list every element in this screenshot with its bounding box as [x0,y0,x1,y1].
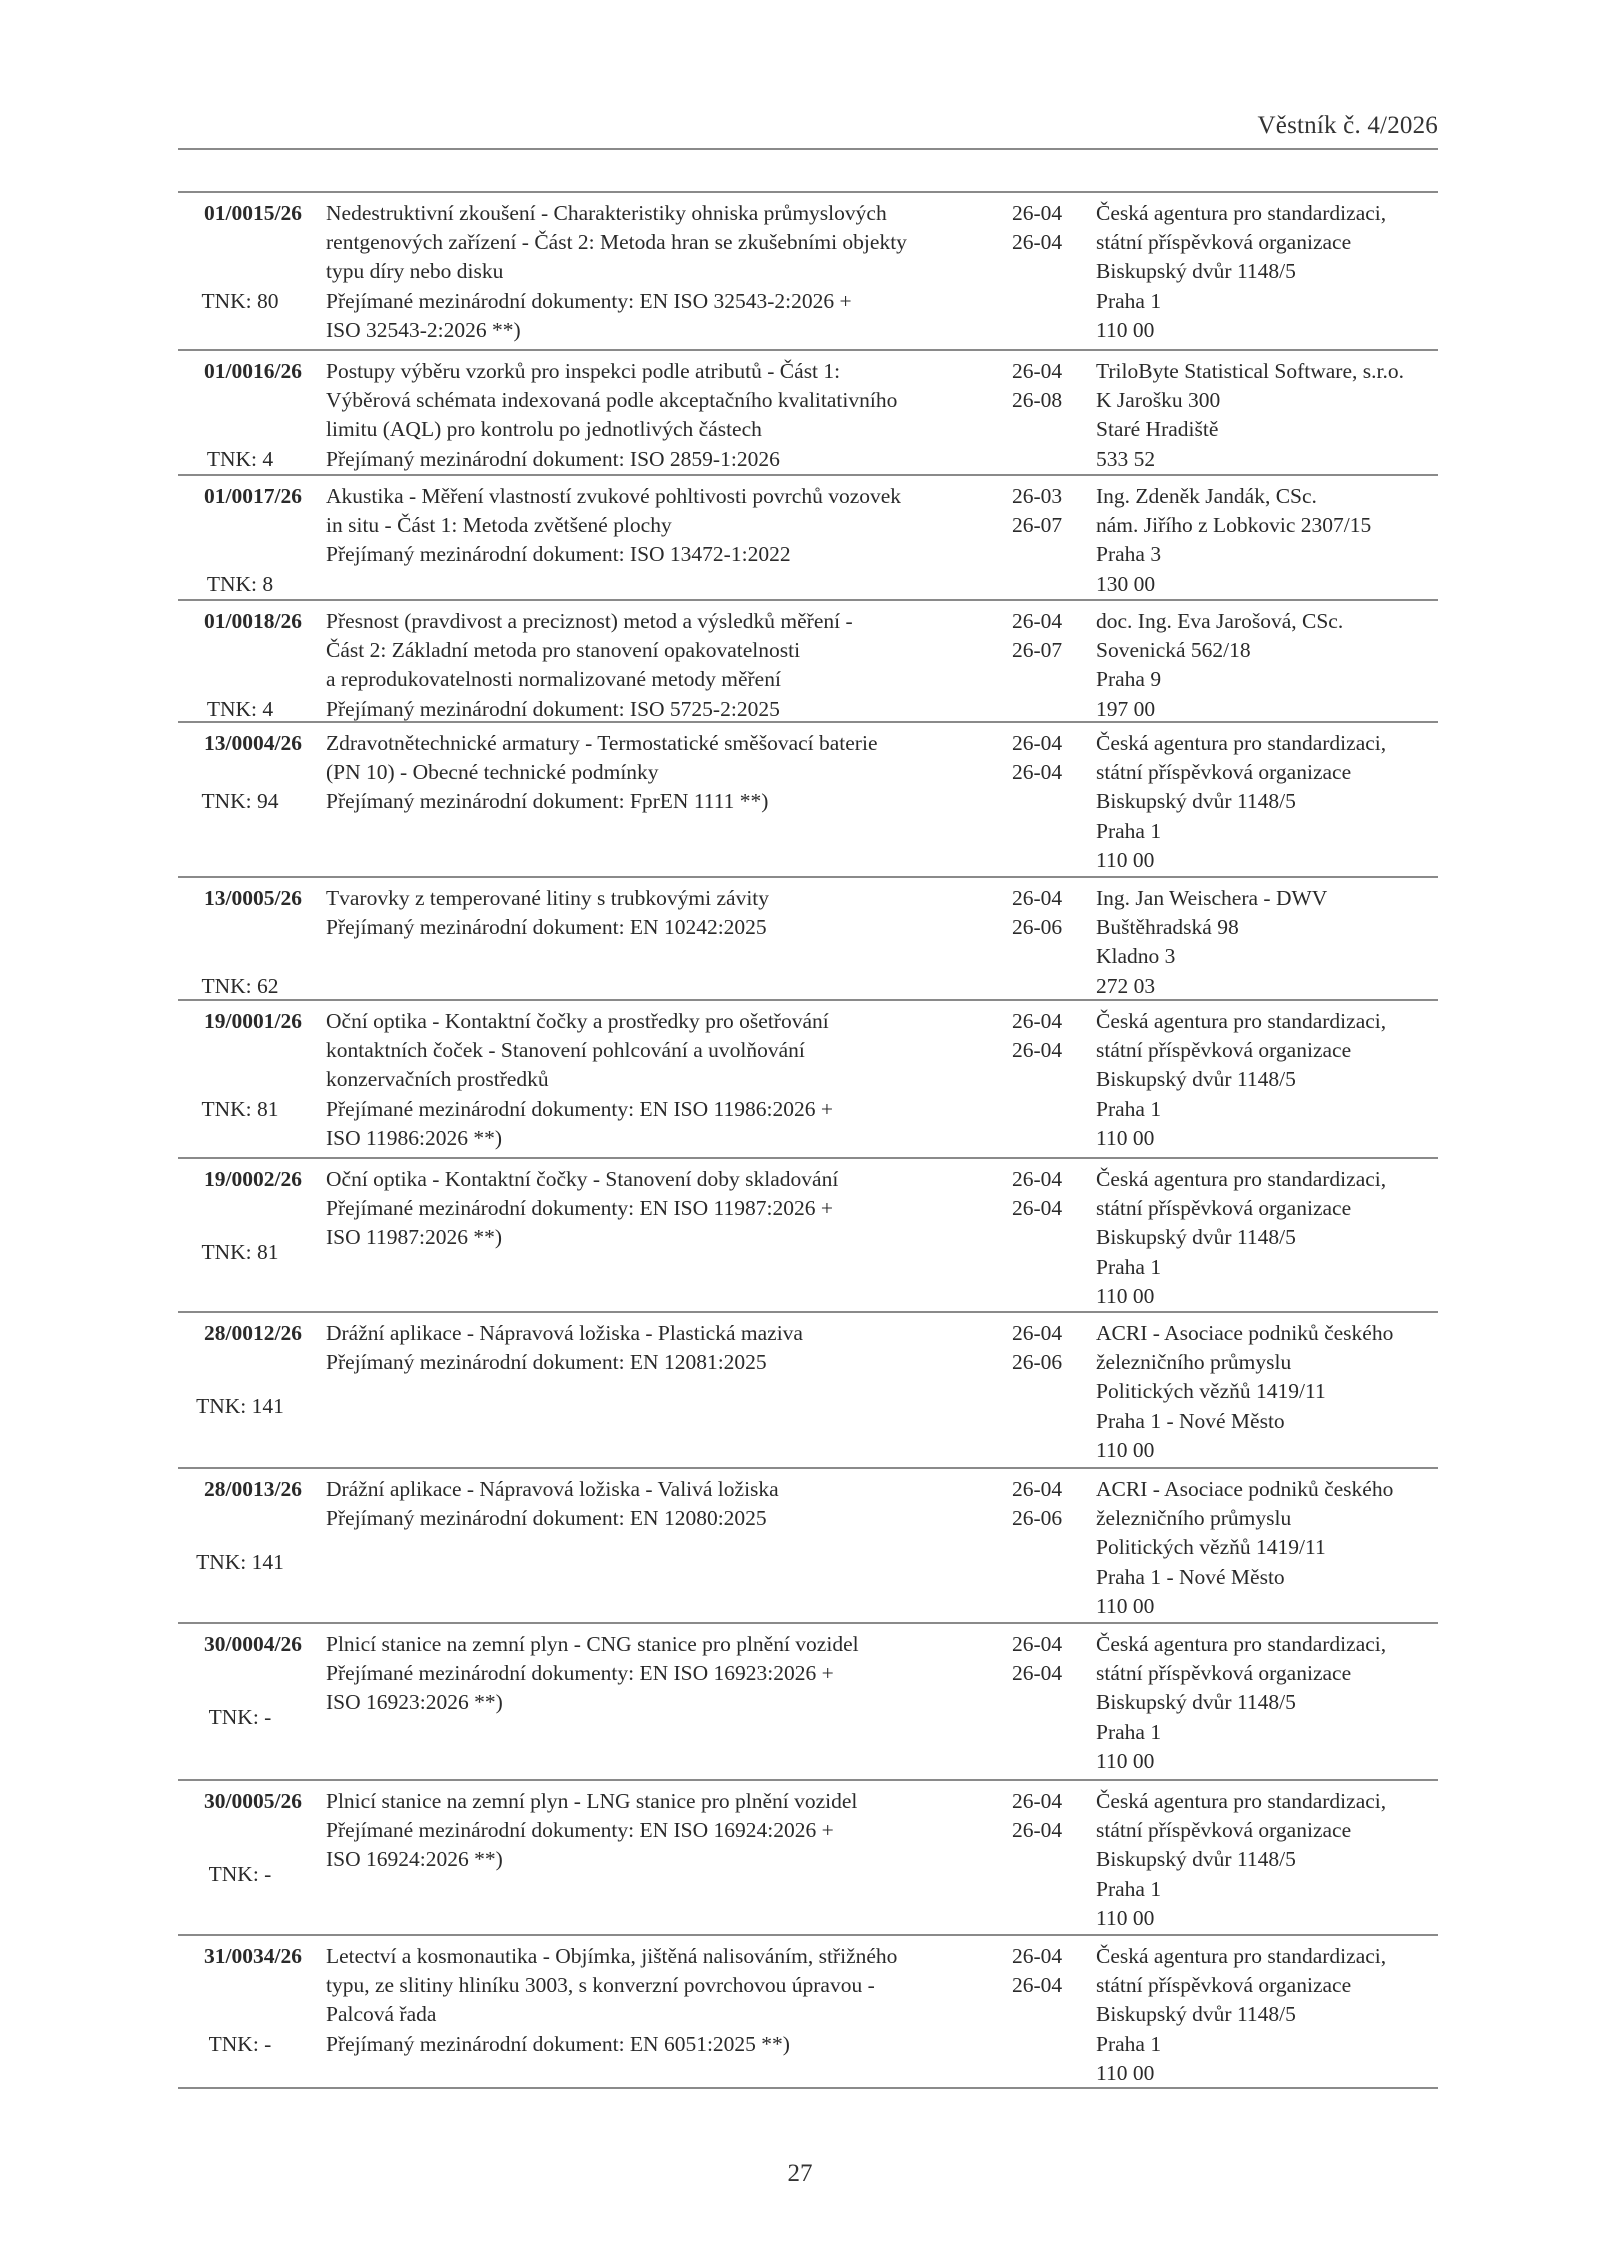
entry-tnk: TNK: - [208,1862,272,1886]
entry-code: 19/0001/26 [204,1009,302,1033]
entry-address-line: Sovenická 562/18 [1096,638,1251,663]
entry-description-line: Přejímaný mezinárodní dokument: FprEN 1111 **) [326,789,769,814]
entry-address-line: státní příspěvková organizace [1096,760,1352,785]
entry-code: 28/0012/26 [204,1321,302,1345]
entry-address-line: státní příspěvková organizace [1096,1661,1352,1686]
entry-description-line: Nedestruktivní zkoušení - Charakteristiky ohniska průmyslových [326,201,887,225]
entry-tnk: TNK: 81 [201,1240,279,1264]
entry-address-line: Česká agentura pro standardizaci, [1096,1009,1387,1033]
standard-entry [178,1779,1438,1934]
entry-address-line: ACRI - Asociace podniků českého [1096,1321,1394,1345]
entry-description-line: limitu (AQL) pro kontrolu po jednotlivých částech [326,417,762,442]
entry-dates [1012,607,1082,665]
entry-address-line: ACRI - Asociace podniků českého [1096,1477,1394,1501]
entry-description-line: Drážní aplikace - Nápravová ložiska - Plastická maziva [326,1321,803,1345]
entry-dates-line: 26-04 [1012,1038,1063,1063]
entry-description-line: ISO 16923:2026 **) [326,1690,503,1715]
entry-description [326,1475,1006,1533]
entry-description-line: ISO 11987:2026 **) [326,1225,502,1250]
entry-description-line: a reprodukovatelnosti normalizované metody měření [326,667,781,692]
entry-dates-line: 26-04 [1012,1818,1063,1843]
entry-code: 28/0013/26 [204,1477,302,1501]
entry-dates [1012,1165,1082,1223]
entry-address-line: 110 00 [1096,847,1155,872]
entry-dates [1012,199,1082,257]
entry-address-line: Praha 3 [1096,542,1162,567]
entry-dates [1012,1787,1082,1845]
entry-address-line: TriloByte Statistical Software, s.r.o. [1096,359,1404,383]
standard-entry [178,349,1438,474]
entry-tnk: TNK: 81 [201,1096,279,1121]
entry-description-line: Postupy výběru vzorků pro inspekci podle atributů - Část 1: [326,359,841,383]
entry-address-line: Biskupský dvůr 1148/5 [1096,259,1296,284]
entry-address [1096,357,1441,474]
entry-address-line: Praha 1 [1096,1254,1162,1279]
entry-code: 13/0004/26 [204,731,302,755]
entry-address-line: Biskupský dvůr 1148/5 [1096,1690,1296,1715]
entry-dates-line: 26-04 [1012,1477,1063,1501]
entry-description [326,482,1006,570]
page-number: 27 [787,2160,813,2187]
entry-dates-line: 26-06 [1012,1506,1063,1531]
entry-description-line: Přesnost (pravdivost a preciznost) metod a výsledků měření - [326,609,853,633]
entry-dates-line: 26-04 [1012,359,1063,383]
entry-address [1096,1475,1441,1621]
entry-code: 19/0002/26 [204,1167,302,1191]
standard-entry [178,474,1438,599]
entry-dates-line: 26-04 [1012,760,1063,785]
entry-description-line: Zdravotnětechnické armatury - Termostatické směšovací baterie [326,731,878,755]
entry-description [326,884,1006,942]
entry-description-line: ISO 11986:2026 **) [326,1125,502,1150]
entry-address-line: Biskupský dvůr 1148/5 [1096,1847,1296,1872]
entry-address-line: 110 00 [1096,1283,1155,1308]
entry-address-line: Česká agentura pro standardizaci, [1096,1789,1387,1813]
entry-description-line: kontaktních čoček - Stanovení pohlcování a uvolňování [326,1038,805,1063]
entry-dates [1012,1942,1082,2000]
entry-address-line: 110 00 [1096,2060,1155,2085]
entry-description-line: Výběrová schémata indexovaná podle akceptačního kvalitativního [326,388,898,413]
standards-list [178,191,1438,2089]
page-header [178,108,1438,150]
entry-address-line: 533 52 [1096,446,1156,471]
entry-dates [1012,1007,1082,1065]
entry-dates-line: 26-06 [1012,1350,1063,1375]
entry-code-column [178,729,302,814]
entry-dates-line: 26-07 [1012,513,1063,538]
standard-entry [178,721,1438,876]
entry-dates [1012,1475,1082,1533]
entry-description-line: Přejímaný mezinárodní dokument: EN 10242:2025 [326,915,767,940]
entry-code: 13/0005/26 [204,886,302,910]
entry-code-column [178,884,302,998]
entry-address [1096,884,1441,1001]
entry-address-line: Praha 1 [1096,1876,1162,1901]
entry-dates-line: 26-08 [1012,388,1063,413]
entry-address-line: Praha 1 - Nové Město [1096,1408,1285,1433]
entry-description-line: Přejímaný mezinárodní dokument: ISO 5725-2:2025 [326,696,780,721]
entry-description-line: Oční optika - Kontaktní čočky a prostředky pro ošetřování [326,1009,829,1033]
entry-address-line: 110 00 [1096,317,1155,342]
entry-dates-line: 26-04 [1012,886,1063,910]
entry-code-column [178,1942,302,2056]
entry-address [1096,1165,1441,1311]
entry-code-column [178,1475,302,1574]
entry-description [326,1007,1006,1153]
standard-entry [178,1311,1438,1467]
entry-code: 30/0004/26 [204,1632,302,1656]
entry-address-line: 272 03 [1096,973,1156,998]
entry-dates-line: 26-04 [1012,1661,1063,1686]
entry-description-line: ISO 32543-2:2026 **) [326,317,521,342]
entry-address-line: nám. Jiřího z Lobkovic 2307/15 [1096,513,1372,538]
standard-entry [178,599,1438,721]
entry-address-line: 110 00 [1096,1125,1155,1150]
entry-address-line: Biskupský dvůr 1148/5 [1096,789,1296,814]
entry-address-line: Buštěhradská 98 [1096,915,1239,940]
entry-address [1096,1007,1441,1153]
entry-description-line: Přejímané mezinárodní dokumenty: EN ISO 11987:2026 + [326,1196,833,1221]
entry-dates [1012,729,1082,787]
entry-description-line: Přejímané mezinárodní dokumenty: EN ISO 16923:2026 + [326,1661,834,1686]
entry-tnk: TNK: 80 [201,288,279,313]
entry-code-column [178,607,302,721]
entry-address-line: 197 00 [1096,696,1156,721]
entry-description-line: Plnicí stanice na zemní plyn - CNG stanice pro plnění vozidel [326,1632,859,1656]
entry-description [326,1165,1006,1253]
entry-address-line: Česká agentura pro standardizaci, [1096,731,1387,755]
entry-code: 01/0016/26 [204,359,302,383]
entry-description-line: Přejímaný mezinárodní dokument: EN 12081:2025 [326,1350,767,1375]
standard-entry [178,1934,1438,2089]
entry-address-line: Staré Hradiště [1096,417,1219,442]
entry-description-line: Oční optika - Kontaktní čočky - Stanovení doby skladování [326,1167,839,1191]
entry-description-line: Tvarovky z temperované litiny s trubkovými závity [326,886,770,910]
entry-tnk: TNK: - [208,2031,272,2056]
entry-address [1096,1942,1441,2088]
entry-description-line: Plnicí stanice na zemní plyn - LNG stanice pro plnění vozidel [326,1789,858,1813]
entry-dates-line: 26-04 [1012,1321,1063,1345]
entry-address-line: 110 00 [1096,1905,1155,1930]
entry-address-line: státní příspěvková organizace [1096,1818,1352,1843]
entry-address [1096,482,1441,599]
entry-address-line: Praha 1 [1096,2031,1162,2056]
entry-address [1096,1787,1441,1933]
entry-address-line: státní příspěvková organizace [1096,1973,1352,1998]
entry-description-line: rentgenových zařízení - Část 2: Metoda hran se zkušebními objekty [326,230,907,255]
standard-entry [178,1157,1438,1311]
entry-description [326,1630,1006,1718]
entry-address-line: Kladno 3 [1096,944,1176,969]
entry-description [326,1787,1006,1875]
entry-dates-line: 26-06 [1012,915,1063,940]
entry-description-line: (PN 10) - Obecné technické podmínky [326,760,659,785]
entry-description-line: Palcová řada [326,2002,437,2027]
entry-address-line: 110 00 [1096,1748,1155,1773]
entry-tnk: TNK: 62 [201,973,279,998]
entry-code: 01/0015/26 [204,201,302,225]
entry-dates-line: 26-04 [1012,609,1063,633]
entry-code: 31/0034/26 [204,1944,302,1968]
entry-description-line: typu díry nebo disku [326,259,504,284]
journal-title: Věstník č. 4/2026 [1257,112,1438,139]
entry-code-column [178,199,302,313]
entry-address-line: Ing. Zdeněk Jandák, CSc. [1096,484,1317,508]
entry-code-column [178,1630,302,1729]
entry-dates [1012,1319,1082,1377]
entry-dates [1012,482,1082,540]
entry-address [1096,729,1441,875]
entry-description-line: Přejímané mezinárodní dokumenty: EN ISO 16924:2026 + [326,1818,834,1843]
entry-dates-line: 26-03 [1012,484,1063,508]
entry-description-line: Přejímaný mezinárodní dokument: ISO 13472-1:2022 [326,542,791,567]
entry-tnk: TNK: 141 [196,1394,284,1418]
entry-dates-line: 26-04 [1012,1632,1063,1656]
entry-description [326,1319,1006,1377]
entry-address [1096,1319,1441,1465]
standard-entry [178,1622,1438,1779]
entry-code: 01/0017/26 [204,484,302,508]
entry-dates-line: 26-04 [1012,230,1063,255]
entry-address-line: doc. Ing. Eva Jarošová, CSc. [1096,609,1344,633]
entry-dates-line: 26-07 [1012,638,1063,663]
entry-address-line: 130 00 [1096,571,1156,596]
entry-description [326,1942,1006,2059]
entry-dates-line: 26-04 [1012,1944,1063,1968]
entry-code-column [178,1007,302,1121]
entry-address-line: Biskupský dvůr 1148/5 [1096,2002,1296,2027]
entry-address-line: železničního průmyslu [1096,1506,1292,1531]
entry-code: 30/0005/26 [204,1789,302,1813]
entry-description-line: Přejímaný mezinárodní dokument: EN 6051:2025 **) [326,2031,790,2056]
entry-code-column [178,357,302,471]
standard-entry [178,999,1438,1157]
entry-description-line: konzervačních prostředků [326,1067,549,1092]
entry-description-line: Část 2: Základní metoda pro stanovení opakovatelnosti [326,638,801,663]
entry-dates [1012,357,1082,415]
entry-tnk: TNK: 8 [206,571,274,596]
entry-address-line: státní příspěvková organizace [1096,1196,1352,1221]
entry-address-line: K Jarošku 300 [1096,388,1221,413]
entry-tnk: TNK: 4 [206,446,274,471]
entry-description-line: Přejímaný mezinárodní dokument: ISO 2859-1:2026 [326,446,780,471]
entry-address-line: Praha 1 [1096,288,1162,313]
entry-tnk: TNK: 94 [201,789,279,814]
entry-dates [1012,1630,1082,1688]
entry-address-line: 110 00 [1096,1437,1155,1462]
entry-address-line: Politických vězňů 1419/11 [1096,1535,1326,1560]
entry-dates-line: 26-04 [1012,1167,1063,1191]
entry-address-line: Politických vězňů 1419/11 [1096,1379,1326,1404]
entry-code-column [178,1319,302,1418]
entry-address-line: Biskupský dvůr 1148/5 [1096,1225,1296,1250]
entry-dates-line: 26-04 [1012,1973,1063,1998]
entry-address-line: Česká agentura pro standardizaci, [1096,201,1387,225]
entry-tnk: TNK: 4 [206,696,274,721]
entry-address-line: státní příspěvková organizace [1096,1038,1352,1063]
entry-code: 01/0018/26 [204,609,302,633]
standard-entry [178,1467,1438,1622]
entry-address-line: 110 00 [1096,1593,1155,1618]
entry-address-line: Česká agentura pro standardizaci, [1096,1944,1387,1968]
entry-code-column [178,482,302,596]
entry-dates-line: 26-04 [1012,1789,1063,1813]
entry-description-line: typu, ze slitiny hliníku 3003, s konverzní povrchovou úpravou - [326,1973,875,1998]
entry-description [326,607,1006,724]
entry-code-column [178,1787,302,1886]
entry-dates-line: 26-04 [1012,1196,1063,1221]
entry-address-line: železničního průmyslu [1096,1350,1292,1375]
entry-description-line: Přejímané mezinárodní dokumenty: EN ISO 32543-2:2026 + [326,288,852,313]
entry-tnk: TNK: - [208,1705,272,1729]
entry-address [1096,607,1441,724]
entry-address-line: Česká agentura pro standardizaci, [1096,1632,1387,1656]
entry-address-line: Praha 1 [1096,818,1162,843]
entry-description-line: Přejímané mezinárodní dokumenty: EN ISO 11986:2026 + [326,1096,833,1121]
entry-address-line: Praha 1 [1096,1096,1162,1121]
entry-dates-line: 26-04 [1012,1009,1063,1033]
entry-address-line: Česká agentura pro standardizaci, [1096,1167,1387,1191]
entry-dates-line: 26-04 [1012,201,1063,225]
entry-address-line: Praha 1 [1096,1719,1162,1744]
entry-description-line: Letectví a kosmonautika - Objímka, jištěná nalisováním, střižného [326,1944,898,1968]
entry-description [326,357,1006,474]
entry-tnk: TNK: 141 [196,1550,284,1574]
standard-entry [178,191,1438,349]
entry-description [326,199,1006,345]
entry-code-column [178,1165,302,1264]
entry-dates [1012,884,1082,942]
entry-description-line: ISO 16924:2026 **) [326,1847,503,1872]
entry-address-line: Biskupský dvůr 1148/5 [1096,1067,1296,1092]
entry-address [1096,1630,1441,1776]
entry-address-line: státní příspěvková organizace [1096,230,1352,255]
entry-address-line: Praha 9 [1096,667,1162,692]
entry-description-line: Drážní aplikace - Nápravová ložiska - Valivá ložiska [326,1477,779,1501]
entry-description-line: Akustika - Měření vlastností zvukové pohltivosti povrchů vozovek [326,484,902,508]
entry-address-line: Praha 1 - Nové Město [1096,1564,1285,1589]
entry-description [326,729,1006,817]
entry-description-line: in situ - Část 1: Metoda zvětšené plochy [326,513,672,538]
entry-description-line: Přejímaný mezinárodní dokument: EN 12080:2025 [326,1506,767,1531]
standard-entry [178,876,1438,999]
entry-dates-line: 26-04 [1012,731,1063,755]
entry-address [1096,199,1441,345]
entry-address-line: Ing. Jan Weischera - DWV [1096,886,1328,910]
